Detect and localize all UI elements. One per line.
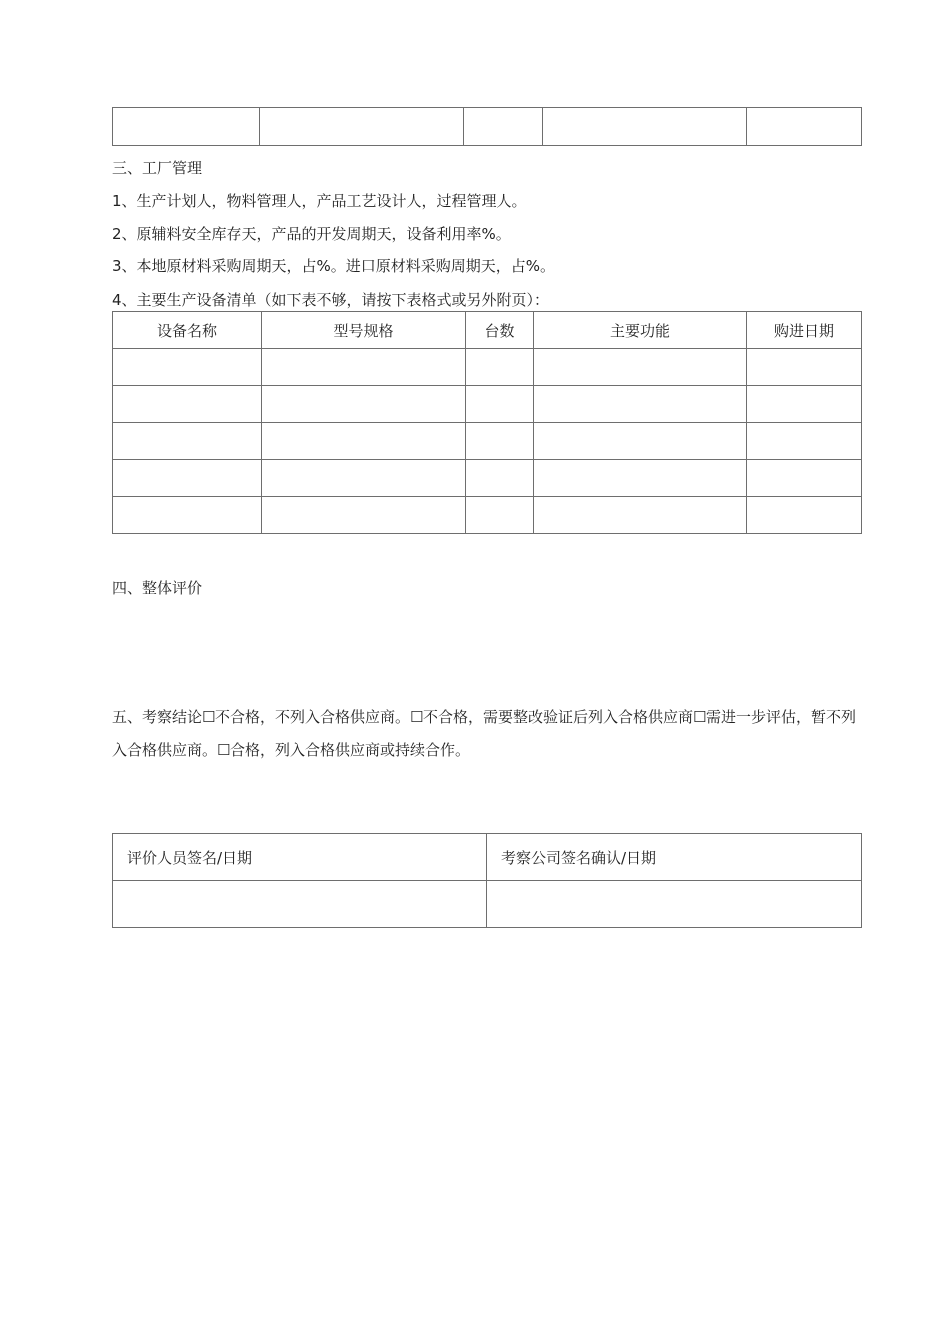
header-equipment-name: 设备名称 <box>113 312 262 349</box>
evaluator-signature-field[interactable] <box>113 881 487 928</box>
table-row <box>113 349 862 386</box>
table-cell <box>113 108 260 146</box>
table-cell[interactable] <box>747 497 862 534</box>
company-signature-label: 考察公司签名确认/日期 <box>487 834 862 881</box>
table-cell[interactable] <box>262 497 466 534</box>
previous-table-row <box>112 107 862 146</box>
checkbox-fail-rectify[interactable]: ☐ <box>410 708 424 726</box>
table-cell[interactable] <box>466 423 534 460</box>
header-quantity: 台数 <box>466 312 534 349</box>
checkbox-fail[interactable]: ☐ <box>202 708 216 726</box>
checkbox-pass[interactable]: ☐ <box>217 741 231 759</box>
signature-header-row <box>113 834 862 881</box>
checkbox-further-evaluation[interactable]: ☐ <box>693 708 707 726</box>
signature-table <box>112 833 862 928</box>
option-fail-label: 不合格，不列入合格供应商。 <box>215 708 411 726</box>
table-cell[interactable] <box>466 460 534 497</box>
factory-item-3: 3、本地原材料采购周期天，占%。进口原材料采购周期天，占%。 <box>112 257 556 275</box>
header-purchase-date: 购进日期 <box>747 312 862 349</box>
table-cell <box>543 108 747 146</box>
table-cell[interactable] <box>262 349 466 386</box>
company-signature-field[interactable] <box>487 881 862 928</box>
table-cell[interactable] <box>113 460 262 497</box>
header-model-spec: 型号规格 <box>262 312 466 349</box>
table-row <box>113 386 862 423</box>
table-cell[interactable] <box>113 386 262 423</box>
table-row <box>113 108 862 146</box>
signature-input-row <box>113 881 862 928</box>
table-cell[interactable] <box>747 460 862 497</box>
table-cell <box>464 108 543 146</box>
table-row <box>113 497 862 534</box>
table-cell[interactable] <box>113 497 262 534</box>
table-cell[interactable] <box>534 497 747 534</box>
table-cell[interactable] <box>747 349 862 386</box>
table-cell[interactable] <box>747 386 862 423</box>
option-fail-rectify-label: 不合格，需要整改验证后列入合格供应商 <box>423 708 694 726</box>
table-row <box>113 460 862 497</box>
table-cell[interactable] <box>262 423 466 460</box>
table-cell[interactable] <box>534 386 747 423</box>
table-cell[interactable] <box>113 423 262 460</box>
table-cell <box>260 108 464 146</box>
factory-item-2: 2、原辅料安全库存天，产品的开发周期天，设备利用率%。 <box>112 225 511 243</box>
factory-management-heading: 三、工厂管理 <box>112 159 203 177</box>
overall-evaluation-heading: 四、整体评价 <box>112 579 203 597</box>
table-cell[interactable] <box>262 386 466 423</box>
table-cell[interactable] <box>534 460 747 497</box>
factory-item-1: 1、生产计划人，物料管理人，产品工艺设计人，过程管理人。 <box>112 192 527 210</box>
evaluator-signature-label: 评价人员签名/日期 <box>113 834 487 881</box>
factory-item-4: 4、主要生产设备清单（如下表不够，请按下表格式或另外附页）： <box>112 291 550 309</box>
option-further-evaluation-label: 需进一步评估，暂不列入合格供应商。 <box>112 708 857 759</box>
table-cell <box>747 108 862 146</box>
equipment-table <box>112 311 862 534</box>
table-cell[interactable] <box>466 349 534 386</box>
table-cell[interactable] <box>466 497 534 534</box>
table-row <box>113 423 862 460</box>
table-cell[interactable] <box>747 423 862 460</box>
table-cell[interactable] <box>113 349 262 386</box>
header-main-function: 主要功能 <box>534 312 747 349</box>
conclusion-label: 五、考察结论 <box>112 708 203 726</box>
option-pass-label: 合格，列入合格供应商或持续合作。 <box>230 741 471 759</box>
table-cell[interactable] <box>534 349 747 386</box>
table-cell[interactable] <box>534 423 747 460</box>
table-cell[interactable] <box>262 460 466 497</box>
equipment-table-header <box>113 312 862 349</box>
conclusion-paragraph <box>112 701 864 767</box>
table-cell[interactable] <box>466 386 534 423</box>
